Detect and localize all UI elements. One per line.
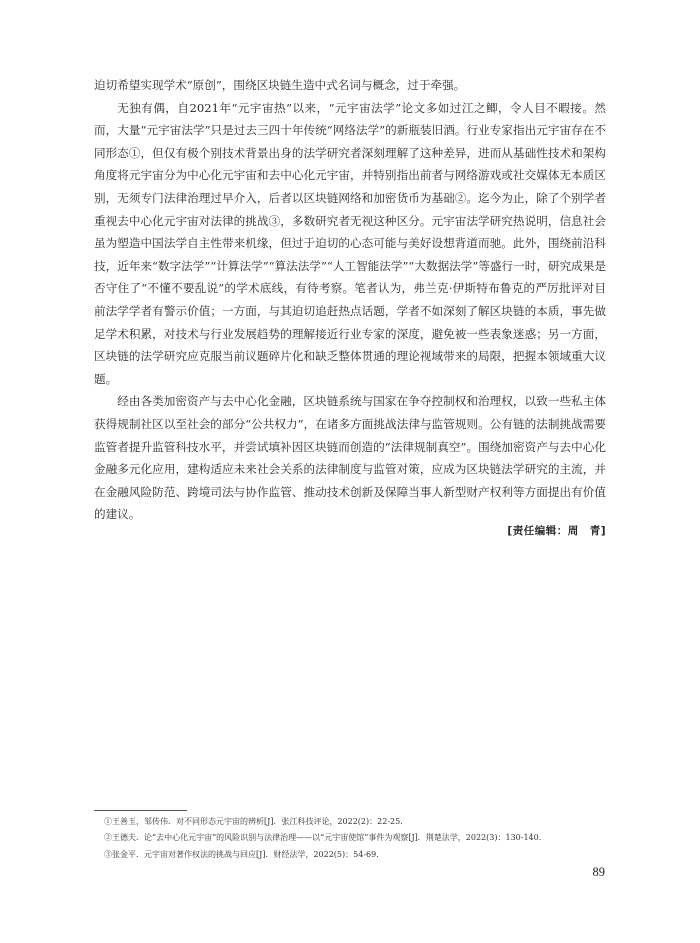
footnote-2: ②王德夫．论“去中心化元宇宙”的风险识别与法律治理——以“元宇宙使馆”事件为观察[J]．荆楚法学，2022(3)：130-140. xyxy=(104,833,542,843)
footnote-1: ①王善玉，邹传伟．对不同形态元宇宙的辨析[J]．张江科技评论，2022(2)：22-25. xyxy=(104,817,403,826)
paragraph-metaverse-law: 无独有偶，自2021年“元宇宙热”以来，“元宇宙法学”论文多如过江之鲫，令人目不暇接。然而，大量“元宇宙法学”只是过去三四十年传统“网络法学”的新瓶装旧酒。行业专家指出元宇宙存在不同形态①，但仅有极个别技术背景出身的法学研究者深刻理解了这种差异，进而从基础性技术和架构角度将元宇宙分为中心化元宇宙和去中心化元宇宙，并特别指出前者与网络游戏或社交媒体无本质区别，无须专门法律治理过早介入，后者以区块链网络和加密货币为基础②。迄今为止，除了个别学者重视去中心化元宇宙对法律的挑战③，多数研究者无视这种区分。元宇宙法学研究热说明，信息社会虽为塑造中国法学自主性带来机缘，但过于迫切的心态可能与美好设想背道而驰。此外，围绕前沿科技，近年来“数字法学”“计算法学”“算法法学”“人工智能法学”“大数据法学”等盛行一时，研究成果是否守住了“不懂不要乱说”的学术底线，有待考察。笔者认为，弗兰克·伊斯特布鲁克的严厉批评对目前法学学者有警示价值；一方面，与其迫切追赶热点话题，学者不如深刻了解区块链的本质，事先做足学术积累，对技术与行业发展趋势的理解接近行业专家的深度，避免被一些表象迷惑；另一方面，区块链的法学研究应克服当前议题碎片化和缺乏整体贯通的理论视域带来的局限，把握本领域重大议题。 xyxy=(94,100,606,386)
paragraph-continuation: 迫切希望实现学术“原创”，围绕区块链生造中式名词与概念，过于牵强。 xyxy=(94,78,466,92)
footnote-3: ③张金平．元宇宙对著作权法的挑战与回应[J]．财经法学，2022(5)：54-69. xyxy=(104,849,379,859)
page-number: 89 xyxy=(592,865,605,879)
footnote-divider xyxy=(94,810,187,811)
article-body xyxy=(94,74,606,526)
editor-credit: [责任编辑：周 青] xyxy=(507,525,606,537)
paragraph-blockchain-regulation: 经由各类加密资产与去中心化金融，区块链系统与国家在争夺控制权和治理权，以致一些私主体获得规制社区以至社会的部分“公共权力”，在诸多方面挑战法律与监管规则。公有链的法制挑战需要监管者提升监管科技水平，并尝试填补因区块链而创造的“法律规制真空”。围绕加密资产与去中心化金融多元化应用，建构适应未来社会关系的法律制度与监管对策，应成为区块链法学研究的主流，并在金融风险防范、跨境司法与协作监管、推动技术创新及保障当事人新型财产权利等方面提出有价值的建议。 xyxy=(94,394,606,522)
footnotes xyxy=(104,814,624,863)
